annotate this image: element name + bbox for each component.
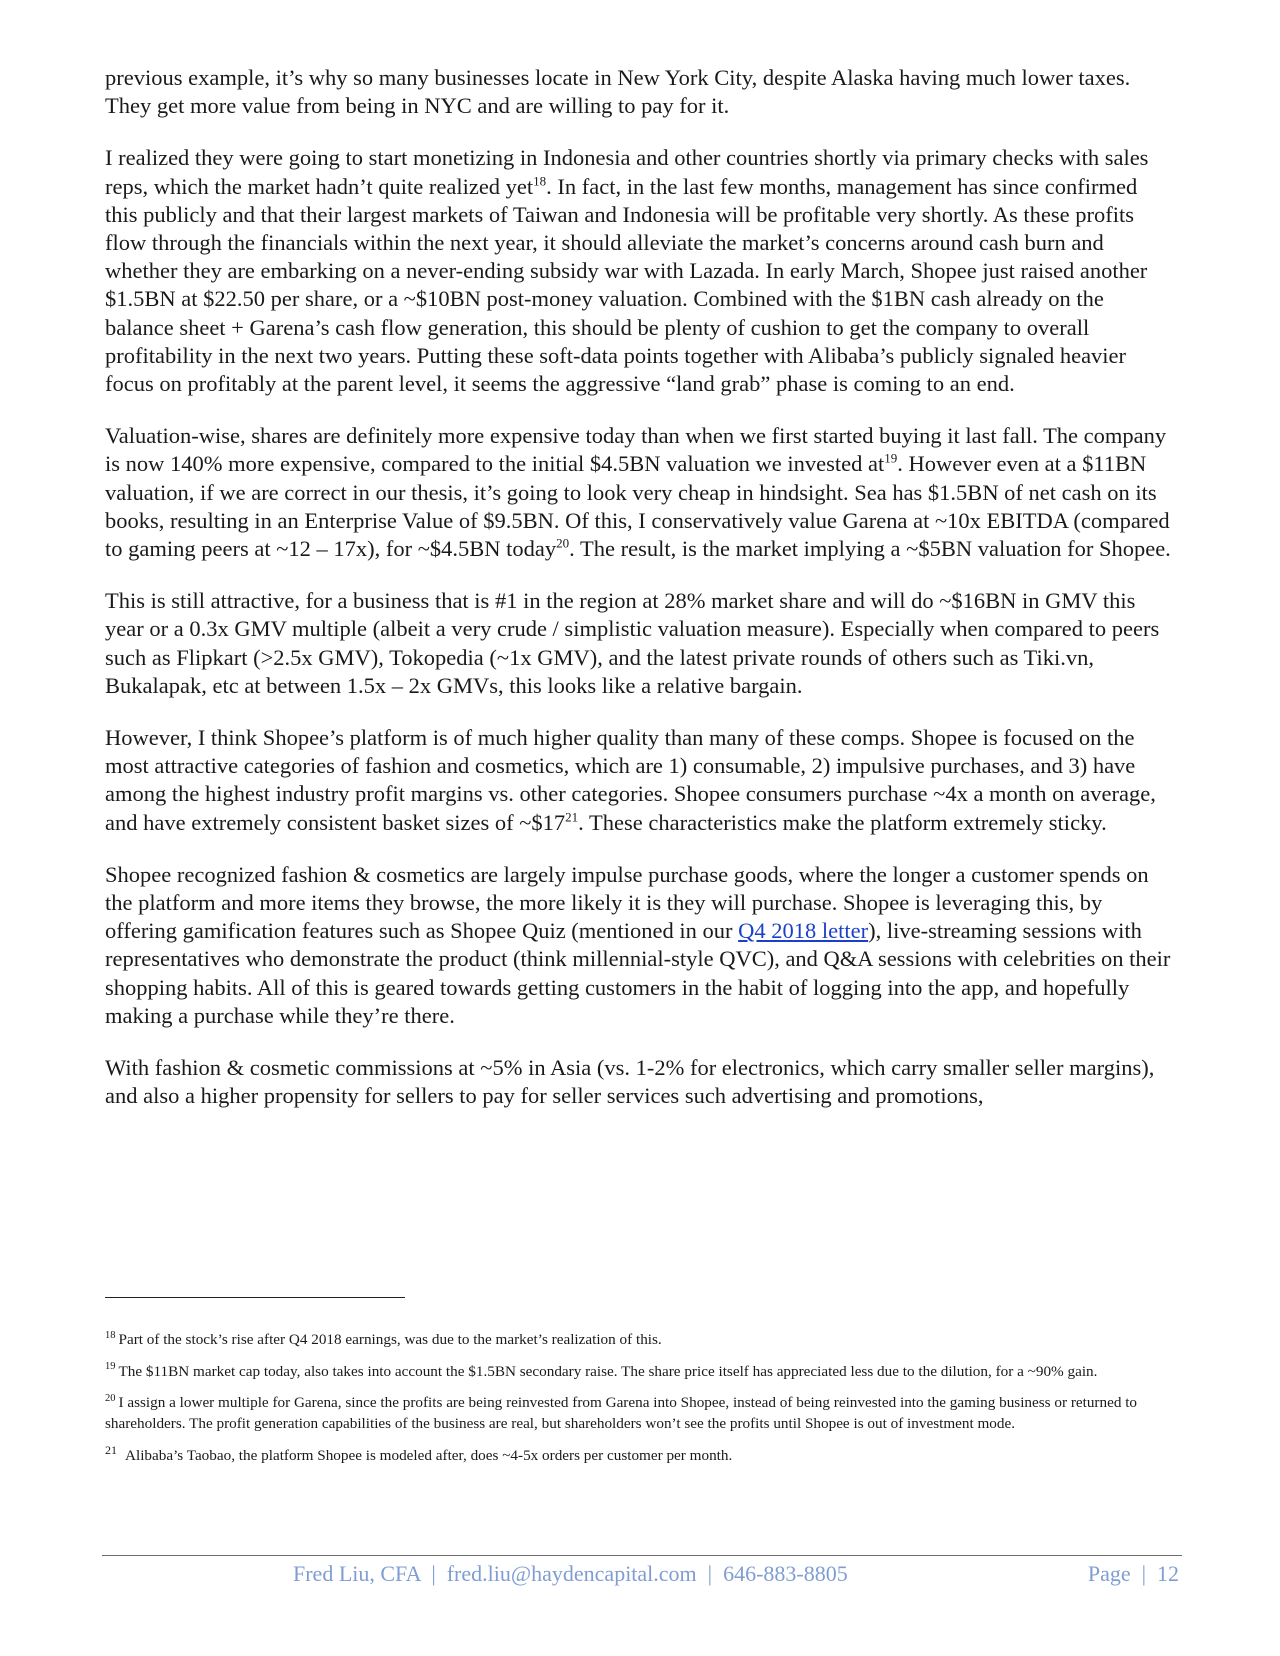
footnote-separator	[105, 1297, 405, 1298]
paragraph-text: Valuation-wise, shares are definitely more expensive today than when we first started buying it last fall. The company is now 140% more expensive, compared to the initial $4.5BN valuation we invested at	[105, 423, 1167, 477]
footnote-text: The $11BN market cap today, also takes into account the $1.5BN secondary raise. The share price itself has appreciated less due to the dilution, for a ~90% gain.	[118, 1362, 1098, 1380]
footnote-reference: 21	[565, 809, 579, 825]
body-paragraph: This is still attractive, for a business that is #1 in the region at 28% market share and will do ~$16BN in GMV this year or a 0.3x GMV multiple (albeit a very crude / simplistic valuation measure). Especially when compared to peers such as Flipkart (>2.5x GMV), Tokopedia (~1x GMV), and the latest private rounds of others such as Tiki.vn, Bukalapak, etc at between 1.5x – 2x GMVs, this looks like a relative bargain.	[105, 588, 1160, 698]
footnote	[105, 1330, 1180, 1351]
body-paragraph	[105, 422, 1175, 563]
footnote-number: 20	[105, 1392, 116, 1404]
footnote-number: 19	[105, 1361, 116, 1373]
paragraph-text: ), live-streaming sessions with representatives who demonstrate the product (think millennial-style QVC), and Q&A sessions with celebrities on their shopping habits. All of this is geared towards getting customers in the habit of logging into the app, and hopefully making a purchase while they’re there.	[105, 918, 1171, 1028]
paragraph-text: However, I think Shopee’s platform is of much higher quality than many of these comps. Shopee is focused on the most attractive categories of fashion and cosmetics, which are 1) consumable, 2) impulsive purchases, and 3) have among the highest industry profit margins vs. other categories. Shopee consumers purchase ~4x a month on average, and have extremely consistent basket sizes of ~$17	[105, 725, 1156, 835]
footnote-text: I assign a lower multiple for Garena, since the profits are being reinvested from Garena into Shopee, instead of being reinvested into the gaming business or returned to shareholders. The profit generation capabilities of the business are real, but shareholders won’t see the profits until Shopee is out of investment mode.	[105, 1394, 1138, 1432]
paragraph-text: I realized they were going to start monetizing in Indonesia and other countries shortly via primary checks with sales reps, which the market hadn’t quite realized yet	[105, 145, 1149, 199]
footnote-number: 21	[105, 1442, 117, 1457]
footnote	[105, 1362, 1180, 1383]
footnote-text: Alibaba’s Taobao, the platform Shopee is modeled after, does ~4-5x orders per customer per month.	[125, 1447, 733, 1464]
footnote-reference: 20	[556, 535, 570, 551]
paragraph-text: . In fact, in the last few months, management has since confirmed this publicly and that their largest markets of Taiwan and Indonesia will be profitable very shortly. As these profits flow through the financials within the next year, it should alleviate the market’s concerns around cash burn and whether they are embarking on a never-ending subsidy war with Lazada. In early March, Shopee just raised another $1.5BN at $22.50 per share, or a ~$10BN post-money valuation. Combined with the $1BN cash already on the balance sheet + Garena’s cash flow generation, this should be plenty of cushion to get the company to overall profitability in the next two years. Putting these soft-data points together with Alibaba’s publicly signaled heavier focus on profitably at the parent level, it seems the aggressive “land grab” phase is coming to an end.	[105, 173, 1148, 397]
body-paragraph	[105, 144, 1175, 398]
footnote-number: 18	[105, 1329, 116, 1341]
paragraph-text: Shopee recognized fashion & cosmetics are largely impulse purchase goods, where the longer a customer spends on the platform and more items they browse, the more likely it is they will purchase. Shopee is leveraging this, by offering gamification features such as Shopee Quiz (mentioned in our	[105, 861, 1149, 944]
letter-body	[105, 64, 1175, 1135]
body-paragraph: With fashion & cosmetic commissions at ~5% in Asia (vs. 1-2% for electronics, which carry smaller seller margins), and also a higher propensity for sellers to pay for seller services such advertising and promotions,	[105, 1055, 1155, 1109]
body-paragraph	[105, 724, 1175, 837]
footnote	[105, 1393, 1180, 1434]
paragraph-text: . However even at a $11BN valuation, if we are correct in our thesis, it’s going to look very cheap in hindsight. Sea has $1.5BN of net cash on its books, resulting in an Enterprise Value of $9.5BN. Of this, I conservatively value Garena at ~10x EBITDA (compared to gaming peers at ~12 – 17x), for ~$4.5BN today	[105, 451, 1170, 562]
paragraph-text: . These characteristics make the platform extremely sticky.	[578, 809, 1107, 835]
footnote	[105, 1442, 1180, 1467]
q4-2018-letter-link[interactable]: Q4 2018 letter	[738, 918, 869, 944]
footnotes	[105, 1330, 1180, 1478]
footer-divider	[102, 1555, 1182, 1556]
paragraph-text: . The result, is the market implying a ~$5BN valuation for Shopee.	[569, 536, 1171, 562]
page-number: Page | 12	[1087, 1561, 1179, 1586]
footnote-reference: 18	[533, 173, 547, 189]
footer-contact: Fred Liu, CFA | fred.liu@haydencapital.com | 646-883-8805	[293, 1561, 848, 1586]
footnote-reference: 19	[884, 450, 898, 466]
body-paragraph: previous example, it’s why so many businesses locate in New York City, despite Alaska having much lower taxes. They get more value from being in NYC and are willing to pay for it.	[105, 65, 1131, 119]
body-paragraph	[105, 861, 1175, 1030]
footnote-text: Part of the stock’s rise after Q4 2018 earnings, was due to the market’s realization of this.	[118, 1331, 662, 1348]
